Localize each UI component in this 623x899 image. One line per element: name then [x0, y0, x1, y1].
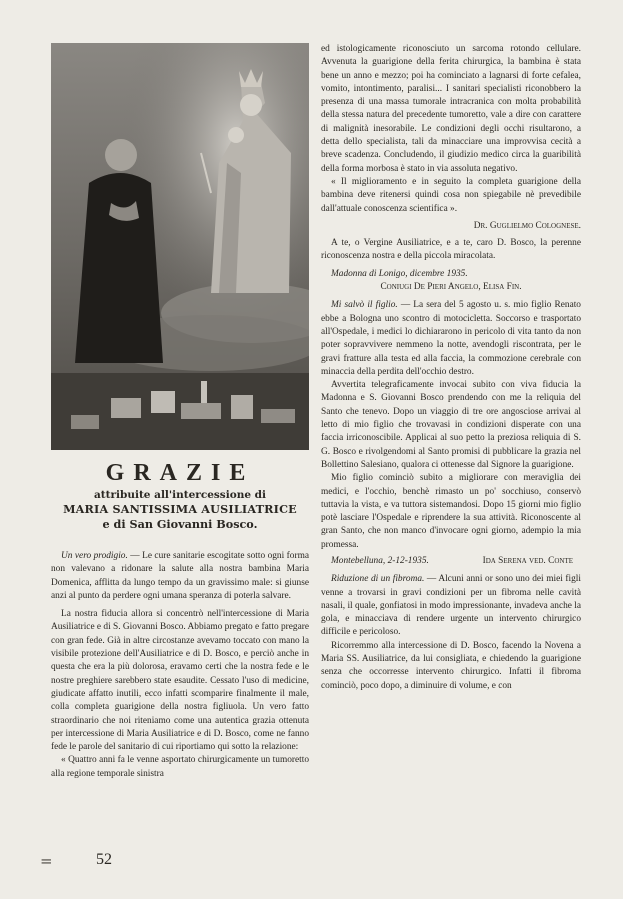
heading-name-mary: MARIA SANTISSIMA AUSILIATRICE [63, 502, 297, 516]
place-date: Madonna di Lonigo, dicembre 1935. [331, 268, 468, 279]
signature: Ida Serena ved. Conte [482, 555, 573, 566]
paragraph-lead: Un vero prodigio. [61, 551, 128, 561]
paragraph: ed istologicamente riconosciuto un sarcoma rotondo cellulare. Avvenuta la guarigione della ferita chirurgica, la bambina è stata bene un anno e mezzo; poi ha cominciato a lagnarsi di forte cefalea, vomito, intontimento, paralisi... I sanitari specialisti riconobbero la presenza di una massa tumorale intracranica con molta probabilità della stessa natura del precedente tumoretto, vale a dire con carattere di malignità inesorabile. Le condizioni degli occhi risultarono, a detta dello specialista, tali da minacciare una improvvisa cecità a breve scadenza. Concludendo, il giudizio medico circa la guaribilità della forma morbosa è stato in via assoluta negativo. [321, 44, 581, 174]
page-number: 52 [96, 851, 112, 868]
paragraph [51, 550, 309, 603]
place-date: Montebelluna, 2-12-1935. [331, 555, 429, 566]
illustration-don-bosco-and-madonna [51, 43, 309, 450]
paragraph: Mio figlio cominciò subito a migliorare con meraviglia dei medici, e l'occhio, benchè rimasto un po' socchiuso, conservò tuttavia la vista, e va tuttora sistemandosi. Dopo 15 giorni mio figlio potè lasciare l'Ospedale e riprendere la sua attività. Riconoscente al gran Santo, che non manco d'invocare ogni giorno, adempio la mia promessa. [321, 473, 581, 550]
paragraph: Ricorremmo alla intercessione di D. Bosco, facendo la Novena a Maria SS. Ausiliatrice, da lui consigliata, e chiedendo la guarigione senza che occorresse intervento chirurgico. Infatti il fibroma cominciò, poco dopo, a diminuire di volume, e con [321, 640, 581, 691]
signature: Coniugi De Pieri Angelo, Elisa Fin. [380, 282, 522, 293]
illustration-image [51, 43, 309, 450]
paragraph: La nostra fiducia allora si concentrò nell'intercessione di Maria Ausiliatrice e di S. Giovanni Bosco. Abbiamo pregato e fatto pregare con gran fede. Già in altre circostanze avevamo toccato con mano la visibile protezione dell'Ausiliatrice e di D. Bosco, e perciò anche in questa che era la più dolorosa, eravamo certi che la nostra fede e le nostre preghiere sarebbero state esaudite. Cessato l'uso di medicine, giudicate affatto inutili, ecco infatti scomparire finalmente il male, colla completa guarigione della nostra figliuola. Un vero fatto straordinario che noi riteniamo come una autentica grazia ottenuta per intercessione di Maria Ausiliatrice e di D. Bosco, come ne fanno fede le parole del sanitario di cui riportiamo qui sotto la relazione: [51, 609, 309, 753]
footer-mark: = [40, 852, 53, 870]
paragraph-lead: Mi salvò il figlio. [331, 300, 398, 311]
paragraph: « Quattro anni fa le venne asportato chirurgicamente un tumoretto alla regione temporale sinistra [51, 755, 309, 779]
paragraph: « Il miglioramento e in seguito la completa guarigione della bambina deve ritenersi quindi cosa non spiegabile nè prevedibile dall'attuale conoscenza scientifica ». [321, 176, 581, 214]
heading-subtitle: attribuite all'intercessione di [93, 489, 267, 501]
signature: Dr. Guglielmo Colognese. [473, 220, 581, 231]
heading-name-bosco: e di San Giovanni Bosco. [102, 517, 258, 531]
paragraph-text: — Le cure sanitarie escogitate sotto ogni forma non valevano a ridonare la salute alla nostra bambina Maria Domenica, afflitta da lungo tempo da un gravissimo male: si giunse anzi al punto da perdere ogni umana speranza di poterla salvare. [51, 551, 309, 601]
left-text-column [51, 550, 309, 781]
place-signature-row [321, 555, 581, 568]
paragraph-lead: Riduzione di un fibroma. [331, 574, 425, 585]
right-text-column [321, 43, 581, 693]
paragraph-text: — La sera del 5 agosto u. s. mio figlio Renato ebbe a Bologna uno scontro di motocicletta. Soccorso e trasportato all'Ospedale, i medici lo dichiararono in pericolo di vita tanto da non poter sopravvivere nemmeno la notte, avendogli riscontrata, per le gravi fratture alla testa ed alla faccia, la commozione cerebrale con minaccia della perdita dell'occhio destro. [321, 300, 581, 377]
paragraph [321, 299, 581, 379]
heading-title: GRAZIE [105, 460, 255, 486]
paragraph: Avvertita telegraficamente invocai subito con viva fiducia la Madonna e S. Giovanni Bosco prendendo con me la reliquia del Santo che tenevo. Dopo un viaggio di tre ore angosciose arrivai al letto di mio figlio che trovavasi in condizioni disperate con una faccia irriconoscibile. Applicai al suo petto la preziosa reliquia di S. G. Bosco e rivolgendomi al Santo promisi di pubblicare la grazia nel Bollettino Salesiano, qualora ci ottenesse dal Signore la guarigione. [321, 380, 581, 470]
paragraph [321, 573, 581, 639]
article-heading [51, 460, 309, 532]
paragraph: A te, o Vergine Ausiliatrice, e a te, caro D. Bosco, la perenne riconoscenza nostra e della piccola miracolata. [321, 238, 581, 262]
paragraph-text: — Alcuni anni or sono uno dei miei figli venne a trovarsi in gravi condizioni per un fibroma nelle cavità nasali, il quale, gonfiatosi in modo impressionante, invadeva anche la gola, e minacciava di rendere urgente un intervento chirurgico difficile e pericoloso. [321, 574, 581, 638]
